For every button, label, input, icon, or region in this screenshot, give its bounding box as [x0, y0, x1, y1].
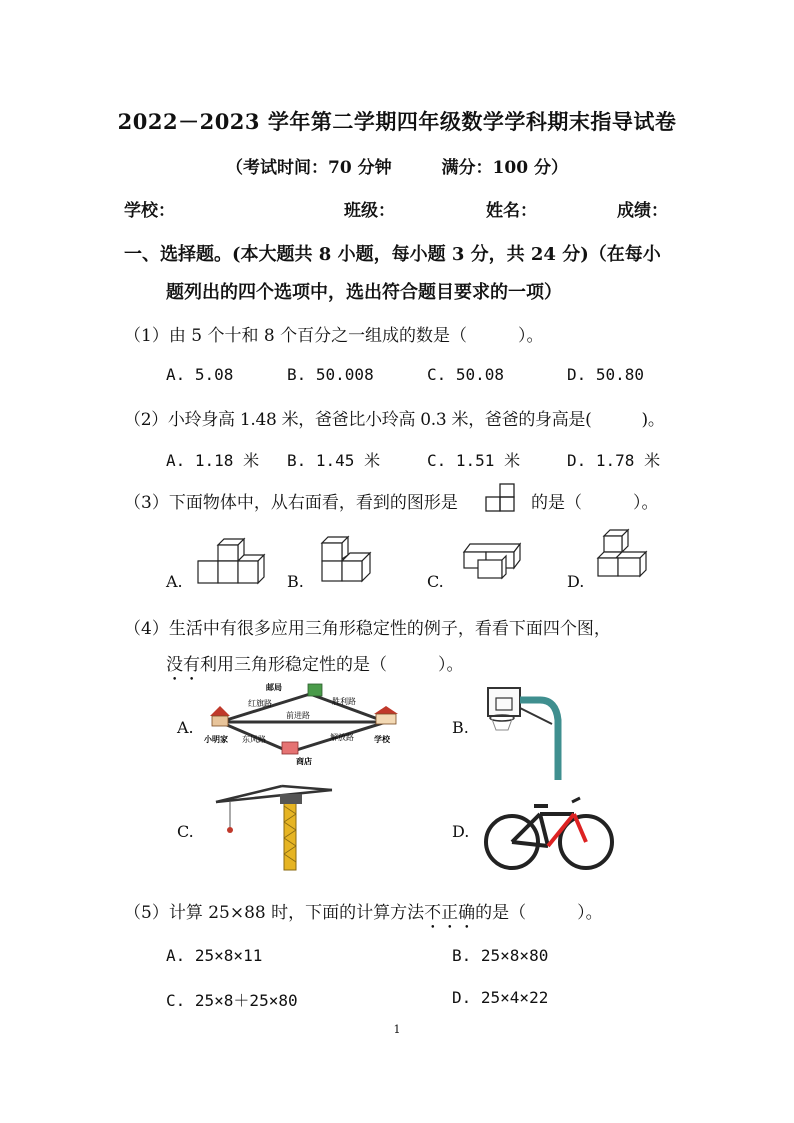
map-label-school: 学校	[374, 735, 390, 744]
tower-crane-figure	[212, 776, 342, 872]
q3-option-b: B.	[287, 572, 304, 591]
q3-option-a: A.	[166, 572, 183, 591]
question-4-stem: （4）生活中有很多应用三角形稳定性的例子，看看下面四个图，	[124, 619, 611, 639]
question-1-stem: （1）由 5 个十和 8 个百分之一组成的数是（ ）。	[124, 326, 544, 346]
section-heading: 一、选择题。(本大题共 8 小题，每小题 3 分，共 24 分)（在每小	[124, 244, 661, 265]
q1-option-b: B. 50.008	[287, 365, 374, 384]
emphasis-incorrect: 不正确	[424, 903, 476, 923]
q4-option-b: B.	[452, 718, 469, 737]
q5-option-a: A. 25×8×11	[166, 946, 263, 965]
question-3-stem-end: 的是（ ）。	[531, 493, 659, 513]
q1-option-d: D. 50.80	[567, 365, 645, 384]
q2-option-b: B. 1.45 米	[287, 451, 381, 470]
school-icon	[374, 706, 398, 724]
q2-option-c: C. 1.51 米	[427, 451, 521, 470]
exam-score: 满分：100 分）	[441, 158, 568, 178]
post-office-icon	[308, 684, 322, 696]
road-map-figure	[204, 680, 404, 770]
house-icon	[210, 706, 230, 726]
exam-title: 2022－2023 学年第二学期四年级数学学科期末指导试卷	[117, 109, 677, 134]
basketball-hoop-figure	[482, 684, 577, 784]
map-road-4: 东风路	[242, 735, 266, 744]
q4-option-d: D.	[452, 822, 470, 841]
map-label-home: 小明家	[204, 735, 228, 744]
q1-option-c: C. 50.08	[427, 365, 505, 384]
q4-option-a: A.	[177, 718, 194, 737]
grade-label: 成绩：	[617, 201, 668, 221]
page-number: 1	[393, 1023, 401, 1036]
cubes-figure-d	[596, 528, 656, 584]
map-label-shop: 商店	[296, 757, 312, 766]
q5-option-d: D. 25×4×22	[452, 988, 549, 1007]
cubes-figure-c	[460, 540, 530, 582]
question-4-stem-tail: 利用三角形稳定性的是（ ）。	[200, 655, 464, 675]
question-5-stem-head: （5）计算 25×88 时，下面的计算方法	[124, 903, 425, 923]
q2-option-a: A. 1.18 米	[166, 451, 260, 470]
question-5-stem	[124, 898, 603, 933]
q1-option-a: A. 5.08	[166, 365, 234, 384]
section-heading-cont: 题列出的四个选项中，选出符合题目要求的一项）	[166, 282, 562, 303]
map-road-1: 红旗路	[248, 699, 272, 708]
cubes-figure-a	[196, 537, 266, 587]
q3-option-d: D.	[567, 572, 585, 591]
exam-subtitle	[0, 153, 794, 178]
map-road-5: 解放路	[330, 733, 354, 742]
name-label: 姓名：	[486, 201, 537, 221]
bicycle-figure	[482, 792, 614, 872]
map-road-2: 前进路	[286, 711, 310, 720]
cubes-figure-b	[320, 535, 380, 585]
question-3-stem: （3）下面物体中，从右面看，看到的图形是	[124, 493, 458, 513]
emphasis-no: 没有	[166, 655, 200, 675]
q4-option-c: C.	[177, 822, 194, 841]
question-2-stem: （2）小玲身高 1.48 米，爸爸比小玲高 0.3 米，爸爸的身高是( )。	[124, 410, 665, 430]
q5-option-b: B. 25×8×80	[452, 946, 549, 965]
crane-hook-icon	[227, 827, 233, 833]
q2-option-d: D. 1.78 米	[567, 451, 661, 470]
class-label: 班级：	[344, 201, 395, 221]
map-road-3: 胜利路	[332, 697, 356, 706]
question-5-stem-tail: 的是（ ）。	[475, 903, 603, 923]
q5-option-c: C. 25×8＋25×80	[166, 991, 298, 1010]
map-label-post: 邮局	[266, 683, 282, 692]
right-view-shape	[486, 483, 518, 513]
shop-icon	[282, 742, 298, 754]
exam-time: （考试时间：70 分钟	[226, 158, 392, 178]
q3-option-c: C.	[427, 572, 444, 591]
school-label: 学校：	[124, 201, 175, 221]
